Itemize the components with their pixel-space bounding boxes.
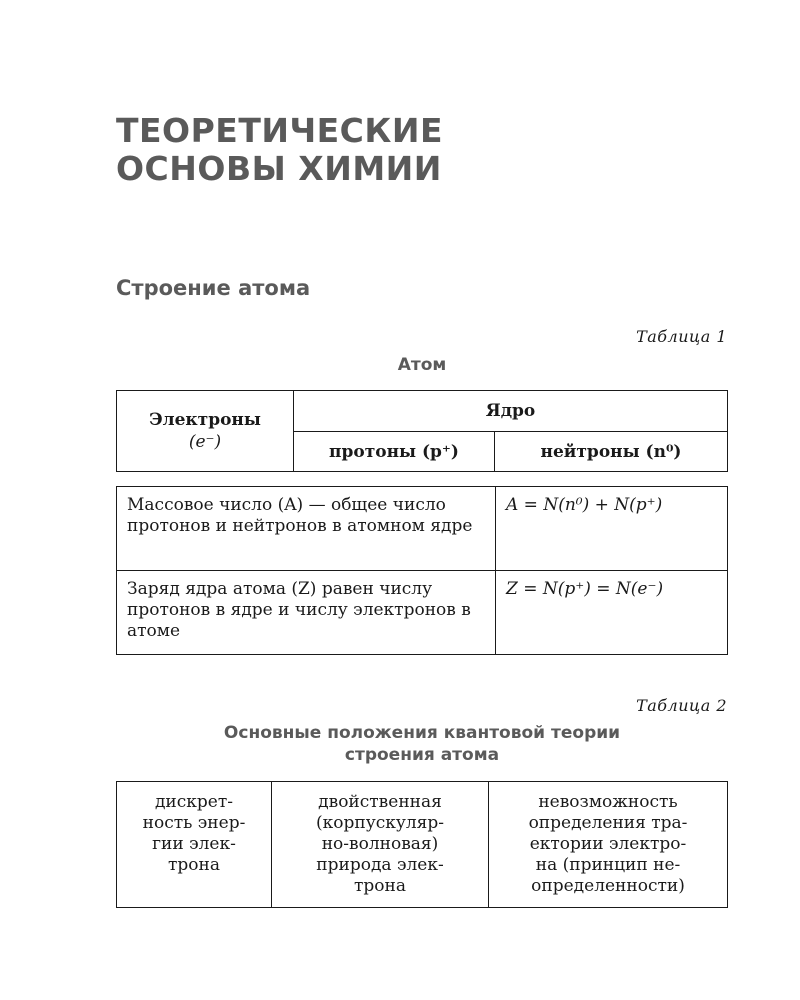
table-row (117, 782, 728, 908)
mass-number-definition: Массовое число (A) — общее число протонов и нейтронов в атомном ядре (117, 487, 496, 571)
table-2-caption-line-2: строения атома (344, 745, 500, 765)
protons-header: протоны (p⁺) (294, 432, 495, 472)
chapter-title (116, 112, 443, 188)
section-title: Строение атома (116, 276, 311, 300)
table-1-caption: Атом (397, 355, 447, 375)
table-row (117, 571, 728, 655)
table-2-caption-line-1: Основные положения квантовой теории (223, 723, 621, 743)
table-1-label: Таблица 1 (636, 327, 727, 346)
neutrons-header: нейтроны (n⁰) (495, 432, 728, 472)
wave-particle-duality-cell: двойственная (корпускуляр- но-волновая) природа элек- трона (272, 782, 489, 908)
table-2-label: Таблица 2 (636, 696, 727, 715)
electrons-header (117, 391, 294, 472)
chapter-title-line-1: ТЕОРЕТИЧЕСКИЕ (116, 111, 444, 150)
nuclear-charge-definition: Заряд ядра атома (Z) равен числу протонов в ядре и числу электронов в атоме (117, 571, 496, 655)
nucleus-header: Ядро (294, 391, 728, 432)
chapter-title-line-2: ОСНОВЫ ХИМИИ (116, 149, 442, 188)
uncertainty-principle-cell: невозможность определения тра- ектории электро- на (принцип не- определенности) (489, 782, 728, 908)
table-row (117, 487, 728, 571)
electrons-label: Электроны (149, 410, 261, 430)
nuclear-charge-formula: Z = N(p⁺) = N(e⁻) (496, 571, 728, 655)
table-1-header (116, 390, 728, 472)
electrons-symbol: (e⁻) (188, 432, 222, 452)
mass-number-formula: A = N(n⁰) + N(p⁺) (496, 487, 728, 571)
energy-discreteness-cell: дискрет- ность энер- гии элек- трона (117, 782, 272, 908)
table-2-caption (116, 722, 728, 766)
table-1-body (116, 486, 728, 655)
table-2 (116, 781, 728, 908)
